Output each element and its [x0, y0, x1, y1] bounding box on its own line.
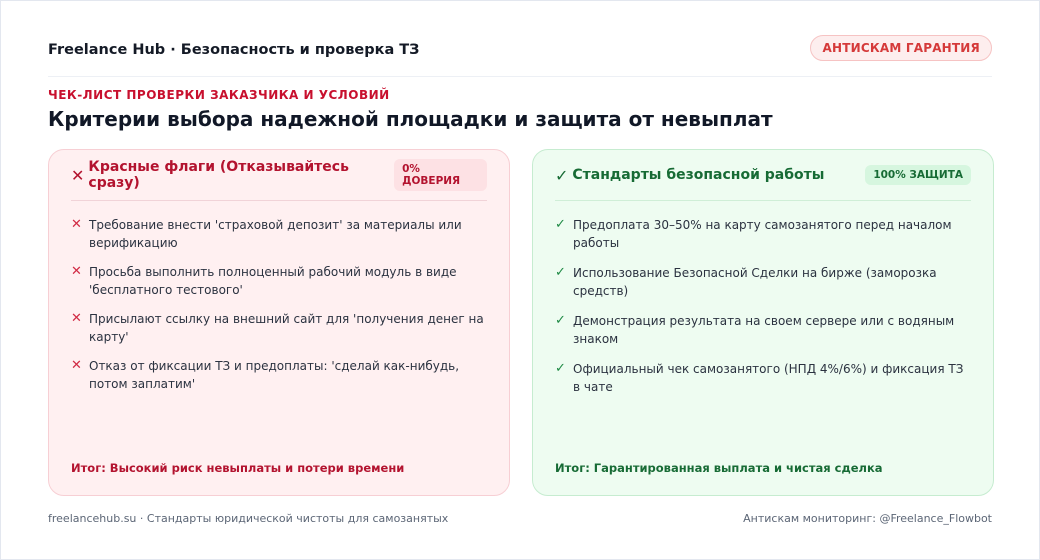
list-item-text: Использование Безопасной Сделки на бирже (заморозка средств) [573, 266, 937, 298]
header [48, 35, 992, 77]
cross-icon: ✕ [71, 217, 82, 232]
red-flags-list [71, 216, 487, 393]
list-item [71, 263, 487, 299]
cross-icon: ✕ [71, 311, 82, 326]
safe-standards-title-label: Стандарты безопасной работы [572, 167, 825, 183]
red-flags-card-header [71, 150, 487, 201]
list-item [555, 264, 971, 300]
list-item-text: Демонстрация результата на своем сервере или с водяным знаком [573, 314, 955, 346]
app-title: Freelance Hub · Безопасность и проверка ТЗ [48, 42, 420, 58]
checkmark-icon: ✓ [555, 265, 566, 280]
cross-icon: ✕ [71, 165, 85, 185]
safe-standards-card-header [555, 150, 971, 201]
section-eyebrow: ЧЕК-ЛИСТ ПРОВЕРКИ ЗАКАЗЧИКА И УСЛОВИЙ [48, 88, 390, 102]
antiscam-badge: АНТИСКАМ ГАРАНТИЯ [810, 35, 992, 61]
list-item [71, 357, 487, 393]
safe-standards-title [555, 166, 824, 185]
list-item [555, 312, 971, 348]
red-flags-title-label: Красные флаги (Отказывайтесь сразу) [88, 159, 349, 191]
red-flags-title [71, 159, 394, 191]
list-item-text: Предоплата 30–50% на карту самозанятого перед началом работы [573, 218, 952, 250]
list-item-text: Требование внести 'страховой депозит' за материалы или верификацию [89, 218, 462, 250]
list-item [555, 216, 971, 252]
footer-site-link[interactable]: freelancehub.su · Стандарты юридической чистоты для самозанятых [48, 512, 449, 525]
list-item-text: Просьба выполнить полноценный рабочий модуль в виде 'бесплатного тестового' [89, 265, 457, 297]
safe-standards-list [555, 216, 971, 396]
cross-icon: ✕ [71, 358, 82, 373]
checkmark-icon: ✓ [555, 313, 566, 328]
checkmark-icon: ✓ [555, 165, 569, 185]
cross-icon: ✕ [71, 264, 82, 279]
page-title: Критерии выбора надежной площадки и защита от невыплат [48, 107, 773, 131]
list-item [71, 216, 487, 252]
footer-monitoring-bot[interactable]: Антискам мониторинг: @Freelance_Flowbot [743, 512, 992, 525]
checkmark-icon: ✓ [555, 217, 566, 232]
list-item-text: Официальный чек самозанятого (НПД 4%/6%) и фиксация ТЗ в чате [573, 362, 964, 394]
red-flags-summary: Итог: Высокий риск невыплаты и потери времени [71, 461, 405, 475]
list-item [555, 360, 971, 396]
red-flags-card [48, 149, 510, 496]
list-item [71, 310, 487, 346]
protection-badge: 100% ЗАЩИТА [865, 165, 971, 185]
list-item-text: Присылают ссылку на внешний сайт для 'получения денег на карту' [89, 312, 484, 344]
list-item-text: Отказ от фиксации ТЗ и предоплаты: 'сделай как-нибудь, потом заплатим' [89, 359, 460, 391]
trust-badge: 0% ДОВЕРИЯ [394, 159, 487, 191]
checkmark-icon: ✓ [555, 361, 566, 376]
safe-standards-card [532, 149, 994, 496]
safe-standards-summary: Итог: Гарантированная выплата и чистая сделка [555, 461, 883, 475]
